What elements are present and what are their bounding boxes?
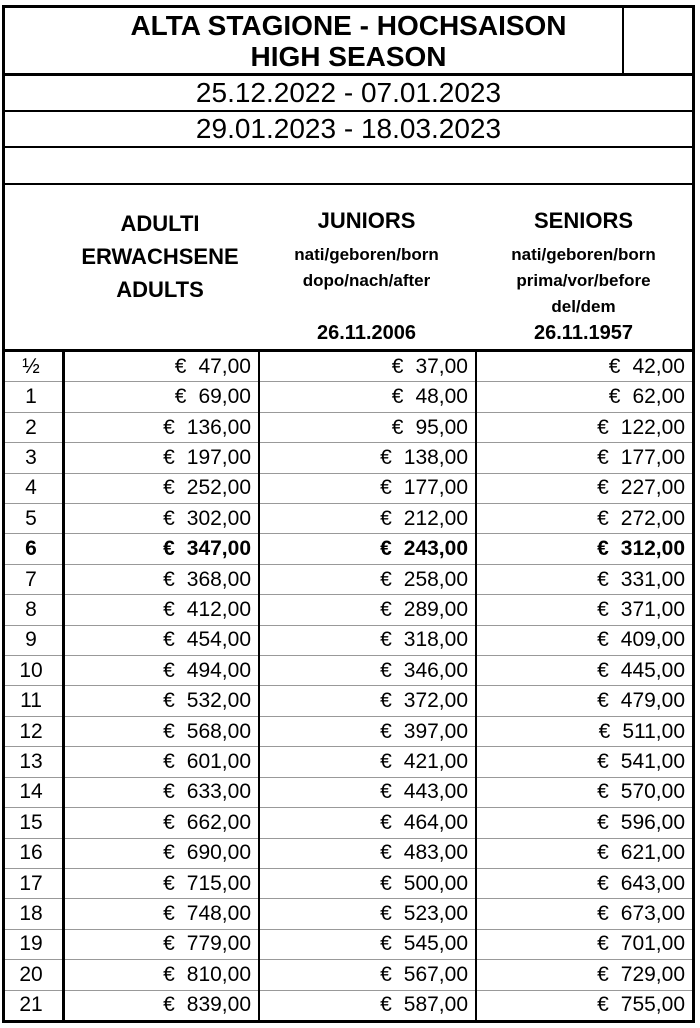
- adults-price-cell: € 690,00: [163, 841, 251, 865]
- season-title-row: [5, 8, 692, 76]
- euro-sign: €: [380, 537, 392, 561]
- day-cell: 21: [19, 993, 43, 1017]
- juniors-price-cell: € 318,00: [380, 628, 468, 652]
- juniors-column-divider: [475, 352, 477, 1020]
- day-cell: 5: [25, 506, 37, 530]
- adults-price-cell: € 810,00: [163, 962, 251, 986]
- day-cell: 12: [19, 719, 43, 743]
- euro-sign: €: [163, 810, 175, 834]
- table-row: [5, 807, 692, 837]
- juniors-price-cell: € 48,00: [391, 385, 468, 409]
- day-cell: 7: [25, 567, 37, 591]
- adults-price-cell: € 601,00: [163, 749, 251, 773]
- juniors-price-cell: € 464,00: [380, 810, 468, 834]
- euro-sign: €: [597, 658, 609, 682]
- adults-label-en: ADULTS: [116, 277, 204, 302]
- seniors-price-cell: € 371,00: [597, 597, 685, 621]
- adults-price-cell: € 568,00: [163, 719, 251, 743]
- juniors-price-cell: € 523,00: [380, 902, 468, 926]
- adults-column-divider: [258, 352, 260, 1020]
- table-row: [5, 777, 692, 807]
- days-column-divider: [62, 352, 65, 1020]
- euro-sign: €: [380, 445, 392, 469]
- euro-sign: €: [597, 628, 609, 652]
- seniors-price-cell: € 511,00: [598, 719, 685, 743]
- day-cell: 2: [25, 415, 37, 439]
- euro-sign: €: [597, 445, 609, 469]
- juniors-price-cell: € 545,00: [380, 932, 468, 956]
- euro-sign: €: [597, 902, 609, 926]
- adults-price-cell: € 47,00: [174, 354, 251, 378]
- seniors-price-cell: € 755,00: [597, 993, 685, 1017]
- table-row: [5, 655, 692, 685]
- table-row: [5, 412, 692, 442]
- adults-price-cell: € 136,00: [163, 415, 251, 439]
- euro-sign: €: [380, 476, 392, 500]
- euro-sign: €: [380, 628, 392, 652]
- euro-sign: €: [163, 445, 175, 469]
- euro-sign: €: [163, 871, 175, 895]
- adults-price-cell: € 347,00: [163, 537, 251, 561]
- date-range-row-2: 29.01.2023 - 18.03.2023: [5, 112, 692, 148]
- euro-sign: €: [163, 476, 175, 500]
- euro-sign: €: [163, 932, 175, 956]
- juniors-after-label: dopo/nach/after: [302, 271, 431, 290]
- euro-sign: €: [380, 567, 392, 591]
- euro-sign: €: [380, 506, 392, 530]
- euro-sign: €: [163, 567, 175, 591]
- day-cell: 13: [19, 749, 43, 773]
- day-cell: 11: [20, 689, 42, 713]
- seniors-before-label-2: del/dem: [551, 297, 616, 316]
- adults-label-de: ERWACHSENE: [81, 244, 239, 269]
- euro-sign: €: [380, 962, 392, 986]
- seniors-born-label: nati/geboren/born: [511, 245, 656, 264]
- juniors-price-cell: € 95,00: [391, 415, 468, 439]
- adults-price-cell: € 839,00: [163, 993, 251, 1017]
- adults-price-cell: € 748,00: [163, 902, 251, 926]
- euro-sign: €: [598, 719, 611, 743]
- seniors-before-label: prima/vor/before: [516, 271, 651, 290]
- day-cell: 4: [25, 476, 37, 500]
- juniors-price-cell: € 397,00: [380, 719, 468, 743]
- column-header-adults: [62, 185, 258, 349]
- seniors-price-cell: € 445,00: [597, 658, 685, 682]
- table-row: [5, 625, 692, 655]
- euro-sign: €: [391, 415, 404, 439]
- euro-sign: €: [380, 597, 392, 621]
- juniors-price-cell: € 567,00: [380, 962, 468, 986]
- adults-price-cell: € 197,00: [163, 445, 251, 469]
- euro-sign: €: [391, 385, 404, 409]
- seniors-price-cell: € 479,00: [597, 689, 685, 713]
- seniors-price-cell: € 227,00: [597, 476, 685, 500]
- table-row: [5, 959, 692, 989]
- seniors-price-cell: € 42,00: [608, 354, 685, 378]
- seniors-price-cell: € 409,00: [597, 628, 685, 652]
- euro-sign: €: [608, 385, 621, 409]
- euro-sign: €: [597, 537, 609, 561]
- euro-sign: €: [597, 810, 609, 834]
- table-row: [5, 685, 692, 715]
- juniors-price-cell: € 443,00: [380, 780, 468, 804]
- column-header-seniors: [475, 185, 692, 349]
- euro-sign: €: [380, 810, 392, 834]
- season-title-line1: ALTA STAGIONE - HOCHSAISON: [130, 9, 567, 41]
- day-cell: 20: [19, 962, 43, 986]
- table-row: [5, 564, 692, 594]
- spacer-row: [5, 148, 692, 185]
- juniors-price-cell: € 177,00: [380, 476, 468, 500]
- adults-price-cell: € 633,00: [163, 780, 251, 804]
- day-cell: 16: [19, 841, 43, 865]
- adults-label-it: ADULTI: [120, 211, 200, 236]
- table-row: [5, 990, 692, 1020]
- juniors-price-cell: € 243,00: [380, 537, 468, 561]
- juniors-price-cell: € 289,00: [380, 597, 468, 621]
- euro-sign: €: [597, 415, 609, 439]
- euro-sign: €: [608, 354, 621, 378]
- euro-sign: €: [597, 871, 609, 895]
- table-row: [5, 352, 692, 381]
- seniors-price-cell: € 729,00: [597, 962, 685, 986]
- adults-price-cell: € 662,00: [163, 810, 251, 834]
- euro-sign: €: [380, 993, 392, 1017]
- juniors-price-cell: € 346,00: [380, 658, 468, 682]
- adults-price-cell: € 69,00: [174, 385, 251, 409]
- table-row: [5, 533, 692, 563]
- euro-sign: €: [597, 689, 609, 713]
- seniors-price-cell: € 312,00: [597, 537, 685, 561]
- euro-sign: €: [163, 749, 175, 773]
- table-row: [5, 838, 692, 868]
- day-cell: 6: [25, 537, 37, 561]
- juniors-born-label: nati/geboren/born: [294, 245, 439, 264]
- adults-price-cell: € 715,00: [163, 871, 251, 895]
- adults-price-cell: € 302,00: [163, 506, 251, 530]
- day-cell: 1: [25, 385, 37, 409]
- euro-sign: €: [380, 749, 392, 773]
- euro-sign: €: [174, 354, 187, 378]
- day-cell: 10: [19, 658, 43, 682]
- day-cell: 17: [19, 871, 43, 895]
- euro-sign: €: [163, 993, 175, 1017]
- euro-sign: €: [163, 415, 175, 439]
- euro-sign: €: [597, 780, 609, 804]
- day-cell: 3: [25, 445, 37, 469]
- seniors-price-cell: € 673,00: [597, 902, 685, 926]
- day-cell: 15: [19, 810, 43, 834]
- table-row: [5, 716, 692, 746]
- juniors-price-cell: € 500,00: [380, 871, 468, 895]
- seniors-price-cell: € 570,00: [597, 780, 685, 804]
- seniors-price-cell: € 541,00: [597, 749, 685, 773]
- euro-sign: €: [380, 780, 392, 804]
- juniors-price-cell: € 587,00: [380, 993, 468, 1017]
- day-cell: 14: [19, 780, 43, 804]
- euro-sign: €: [597, 476, 609, 500]
- day-cell: ½: [22, 354, 40, 378]
- euro-sign: €: [174, 385, 187, 409]
- euro-sign: €: [380, 658, 392, 682]
- seniors-cutoff-date: 26.11.1957: [534, 322, 633, 344]
- euro-sign: €: [380, 932, 392, 956]
- juniors-price-cell: € 258,00: [380, 567, 468, 591]
- juniors-price-cell: € 138,00: [380, 445, 468, 469]
- euro-sign: €: [380, 871, 392, 895]
- euro-sign: €: [163, 537, 175, 561]
- adults-price-cell: € 252,00: [163, 476, 251, 500]
- adults-price-cell: € 454,00: [163, 628, 251, 652]
- seniors-label: SENIORS: [533, 208, 634, 233]
- euro-sign: €: [163, 628, 175, 652]
- table-row: [5, 898, 692, 928]
- day-cell: 19: [19, 932, 43, 956]
- seniors-price-cell: € 122,00: [597, 415, 685, 439]
- seniors-price-cell: € 596,00: [597, 810, 685, 834]
- table-row: [5, 929, 692, 959]
- seniors-price-cell: € 177,00: [597, 445, 685, 469]
- euro-sign: €: [380, 719, 392, 743]
- day-cell: 18: [19, 902, 43, 926]
- season-title-line2: HIGH SEASON: [250, 40, 447, 72]
- euro-sign: €: [597, 597, 609, 621]
- euro-sign: €: [597, 506, 609, 530]
- column-header-row: [5, 185, 692, 352]
- euro-sign: €: [163, 689, 175, 713]
- adults-price-cell: € 412,00: [163, 597, 251, 621]
- juniors-cutoff-date: 26.11.2006: [317, 322, 416, 344]
- euro-sign: €: [597, 962, 609, 986]
- price-table: [2, 5, 695, 1023]
- seniors-price-cell: € 272,00: [597, 506, 685, 530]
- table-row: [5, 473, 692, 503]
- seniors-price-cell: € 62,00: [608, 385, 685, 409]
- table-row: [5, 503, 692, 533]
- day-cell: 8: [25, 597, 37, 621]
- euro-sign: €: [597, 932, 609, 956]
- euro-sign: €: [597, 567, 609, 591]
- euro-sign: €: [380, 689, 392, 713]
- seniors-price-cell: € 701,00: [597, 932, 685, 956]
- seniors-price-cell: € 331,00: [597, 567, 685, 591]
- table-body: [5, 352, 692, 1020]
- euro-sign: €: [163, 719, 175, 743]
- adults-price-cell: € 779,00: [163, 932, 251, 956]
- euro-sign: €: [597, 749, 609, 773]
- euro-sign: €: [163, 658, 175, 682]
- adults-price-cell: € 494,00: [163, 658, 251, 682]
- seniors-price-cell: € 643,00: [597, 871, 685, 895]
- euro-sign: €: [163, 597, 175, 621]
- juniors-price-cell: € 483,00: [380, 841, 468, 865]
- juniors-price-cell: € 421,00: [380, 749, 468, 773]
- column-header-juniors: [258, 185, 475, 349]
- euro-sign: €: [163, 841, 175, 865]
- juniors-price-cell: € 37,00: [391, 354, 468, 378]
- euro-sign: €: [163, 902, 175, 926]
- euro-sign: €: [163, 506, 175, 530]
- euro-sign: €: [391, 354, 404, 378]
- table-row: [5, 442, 692, 472]
- table-row: [5, 746, 692, 776]
- juniors-label: JUNIORS: [317, 208, 416, 233]
- euro-sign: €: [380, 841, 392, 865]
- adults-price-cell: € 532,00: [163, 689, 251, 713]
- euro-sign: €: [163, 962, 175, 986]
- euro-sign: €: [380, 902, 392, 926]
- day-cell: 9: [25, 628, 37, 652]
- euro-sign: €: [163, 780, 175, 804]
- table-row: [5, 381, 692, 411]
- euro-sign: €: [597, 841, 609, 865]
- table-row: [5, 868, 692, 898]
- juniors-price-cell: € 372,00: [380, 689, 468, 713]
- table-row: [5, 594, 692, 624]
- euro-sign: €: [597, 993, 609, 1017]
- adults-price-cell: € 368,00: [163, 567, 251, 591]
- date-range-row-1: 25.12.2022 - 07.01.2023: [5, 76, 692, 112]
- title-cell-divider: [622, 8, 624, 73]
- juniors-price-cell: € 212,00: [380, 506, 468, 530]
- seniors-price-cell: € 621,00: [597, 841, 685, 865]
